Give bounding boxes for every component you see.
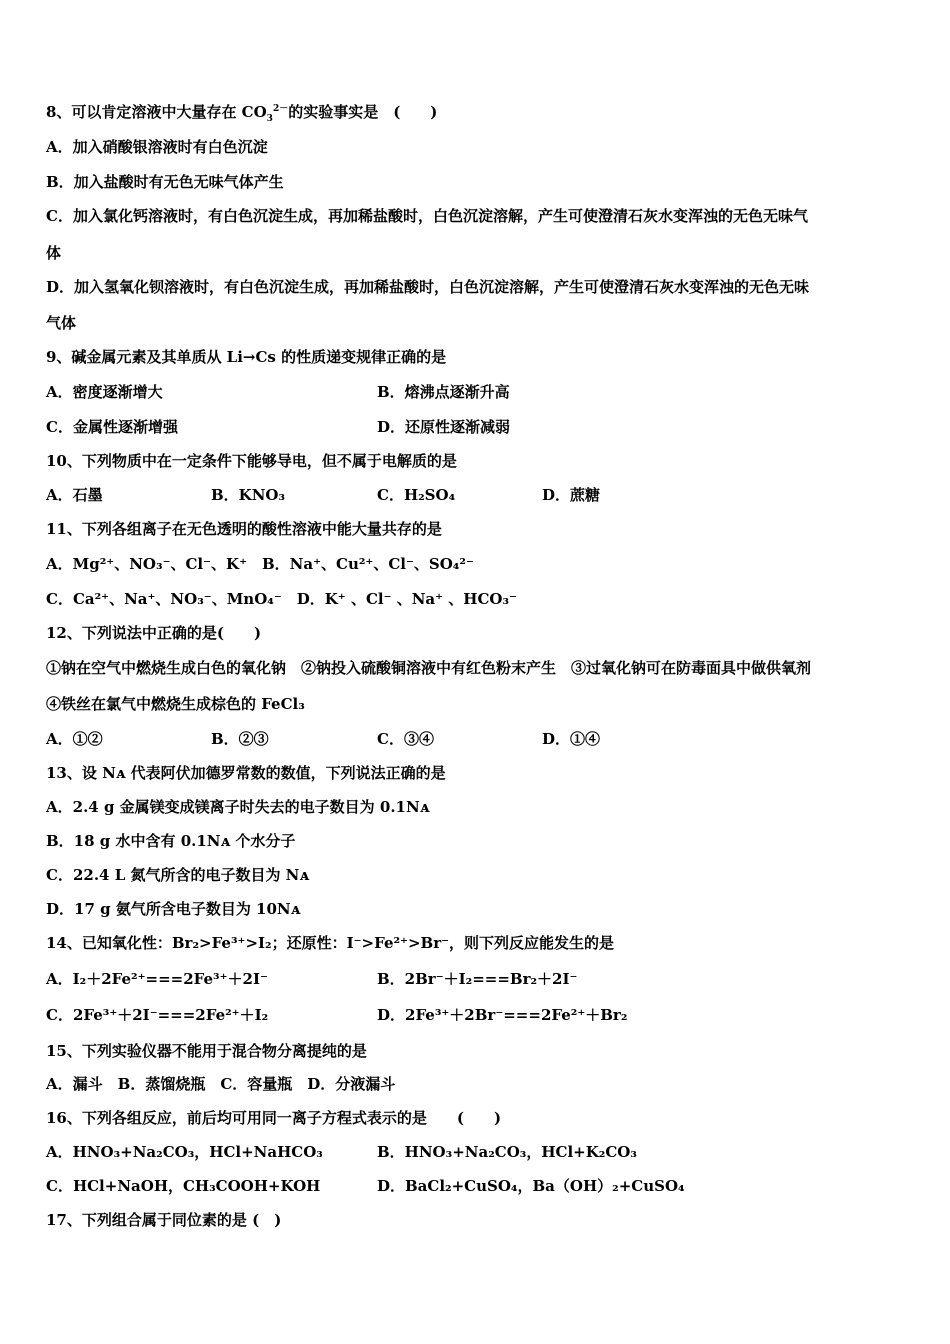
q9-option-b: B．熔沸点逐渐升高 [377, 383, 510, 401]
q12-option-d: D．①④ [542, 730, 601, 748]
q8-stem-sup: 2－ [272, 104, 289, 114]
q8-stem-tail: 的实验事实是 ( ) [288, 103, 438, 121]
q12-option-c: C．③④ [377, 730, 434, 748]
q13-option-a: A．2.4 g 金属镁变成镁离子时失去的电子数目为 0.1Nᴀ [46, 798, 430, 816]
q16-option-a: A．HNO₃+Na₂CO₃，HCl+NaHCO₃ [46, 1143, 323, 1161]
q17-stem: 17、下列组合属于同位素的是 ( ) [46, 1211, 282, 1229]
q12-option-b: B．②③ [211, 730, 269, 748]
q12-option-a: A．①② [46, 730, 103, 748]
q12-statements-1: ①钠在空气中燃烧生成白色的氧化钠 ②钠投入硫酸铜溶液中有红色粉末产生 ③过氧化钠可在防毒面具中做供氧剂 [46, 659, 812, 677]
q8-stem-text: 8、可以肯定溶液中大量存在 CO [46, 103, 267, 121]
q9-option-a: A．密度逐渐增大 [46, 383, 163, 401]
q12-stem: 12、下列说法中正确的是( ) [46, 624, 262, 642]
q13-option-b: B．18 g 水中含有 0.1Nᴀ 个水分子 [46, 832, 296, 850]
q11-stem: 11、下列各组离子在无色透明的酸性溶液中能大量共存的是 [46, 520, 442, 538]
q16-option-d: D．BaCl₂+CuSO₄，Ba（OH）₂+CuSO₄ [377, 1177, 685, 1195]
q12-statements-2: ④铁丝在氯气中燃烧生成棕色的 FeCl₃ [46, 695, 305, 713]
q8-option-d-cont: 气体 [46, 314, 77, 332]
q8-stem-sub: 3 [266, 114, 273, 124]
q15-options: A．漏斗 B．蒸馏烧瓶 C．容量瓶 D．分液漏斗 [46, 1075, 396, 1093]
q14-option-b: B．2Br⁻＋I₂===Br₂＋2I⁻ [377, 970, 578, 988]
q9-option-c: C．金属性逐渐增强 [46, 418, 178, 436]
q11-options-cd: C．Ca²⁺、Na⁺、NO₃⁻、MnO₄⁻ D．K⁺ 、Cl⁻ 、Na⁺ 、HCO₃⁻ [46, 590, 517, 608]
q16-stem: 16、下列各组反应，前后均可用同一离子方程式表示的是 ( ) [46, 1109, 502, 1127]
q16-option-c: C．HCl+NaOH，CH₃COOH+KOH [46, 1177, 321, 1195]
q11-options-ab: A．Mg²⁺、NO₃⁻、Cl⁻、K⁺ B．Na⁺、Cu²⁺、Cl⁻、SO₄²⁻ [46, 555, 474, 573]
q14-option-a: A．I₂＋2Fe²⁺===2Fe³⁺＋2I⁻ [46, 970, 268, 988]
q8-option-c-cont: 体 [46, 244, 62, 262]
q13-option-c: C．22.4 L 氮气所含的电子数目为 Nᴀ [46, 866, 310, 884]
q8-option-d: D．加入氢氧化钡溶液时，有白色沉淀生成，再加稀盐酸时，白色沉淀溶解，产生可使澄清石灰水变浑浊的无色无味 [46, 278, 810, 296]
q14-option-d: D．2Fe³⁺＋2Br⁻===2Fe²⁺＋Br₂ [377, 1006, 628, 1024]
q13-option-d: D．17 g 氨气所含电子数目为 10Nᴀ [46, 900, 301, 918]
q8-option-c: C．加入氯化钙溶液时，有白色沉淀生成，再加稀盐酸时，白色沉淀溶解，产生可使澄清石灰水变浑浊的无色无味气 [46, 207, 808, 225]
q9-option-d: D．还原性逐渐减弱 [377, 418, 511, 436]
q8-option-a: A．加入硝酸银溶液时有白色沉淀 [46, 138, 268, 156]
q10-option-d: D．蔗糖 [542, 486, 601, 504]
q8-option-b: B．加入盐酸时有无色无味气体产生 [46, 173, 284, 191]
q14-option-c: C．2Fe³⁺＋2I⁻===2Fe²⁺＋I₂ [46, 1006, 269, 1024]
q13-stem: 13、设 Nᴀ 代表阿伏加德罗常数的数值，下列说法正确的是 [46, 764, 446, 782]
q14-stem: 14、已知氧化性：Br₂>Fe³⁺>I₂；还原性：I⁻>Fe²⁺>Br⁻，则下列反应能发生的是 [46, 934, 615, 952]
q9-stem: 9、碱金属元素及其单质从 Li→Cs 的性质递变规律正确的是 [46, 348, 447, 366]
q15-stem: 15、下列实验仪器不能用于混合物分离提纯的是 [46, 1042, 367, 1060]
q10-stem: 10、下列物质中在一定条件下能够导电，但不属于电解质的是 [46, 452, 457, 470]
q8-stem [46, 102, 437, 122]
q10-option-c: C．H₂SO₄ [377, 486, 456, 504]
q16-option-b: B．HNO₃+Na₂CO₃，HCl+K₂CO₃ [377, 1143, 637, 1161]
q10-option-b: B．KNO₃ [211, 486, 286, 504]
q10-option-a: A．石墨 [46, 486, 103, 504]
